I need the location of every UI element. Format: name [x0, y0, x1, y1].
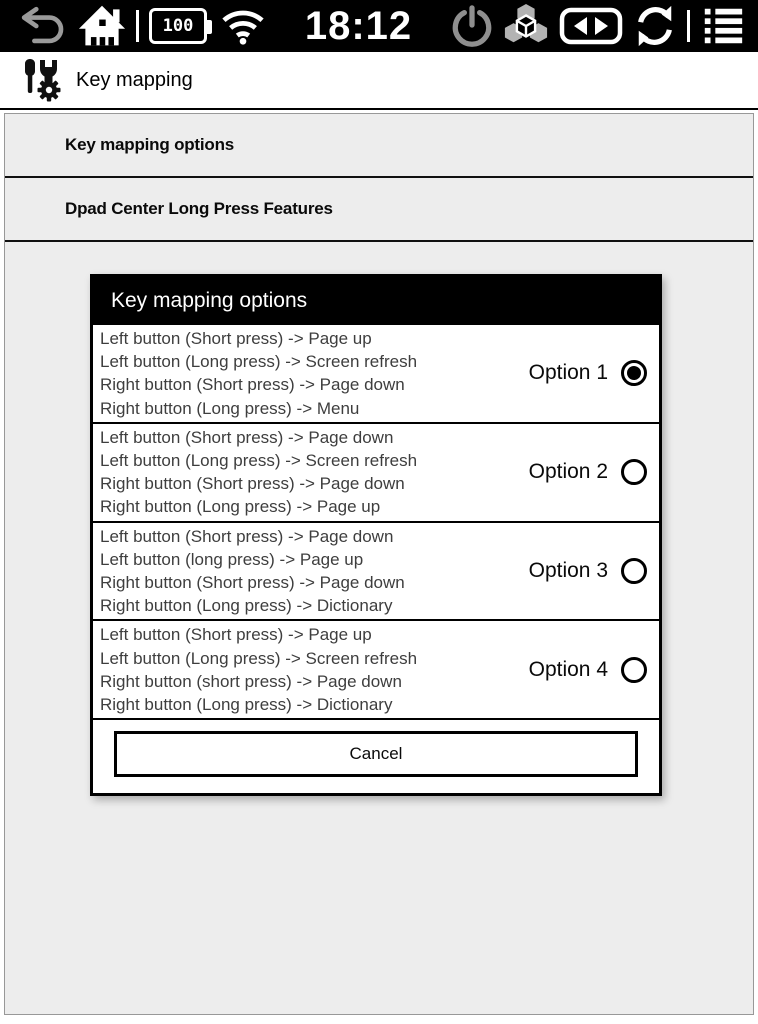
app-header: [0, 52, 758, 110]
mapping-line: Right button (Long press) -> Dictionary: [100, 695, 393, 715]
mapping-line: Right button (Short press) -> Page down: [100, 375, 405, 395]
wifi-icon: [220, 6, 266, 46]
status-bar: [0, 0, 758, 52]
sync-icon[interactable]: [633, 3, 677, 49]
option-row-1[interactable]: [93, 325, 659, 424]
settings-item-label: Key mapping options: [65, 135, 235, 154]
status-divider: [687, 10, 690, 42]
mapping-line: Left button (long press) -> Page up: [100, 549, 364, 569]
settings-item-dpad-center-long-press[interactable]: [5, 178, 753, 242]
power-icon[interactable]: [451, 4, 493, 48]
menu-list-icon[interactable]: [700, 4, 746, 48]
mapping-line: Right button (short press) -> Page down: [100, 671, 402, 691]
mapping-line: Right button (Long press) -> Dictionary: [100, 596, 393, 616]
option-label: Option 1: [528, 361, 608, 385]
mapping-line: Left button (Short press) -> Page up: [100, 329, 372, 348]
content-panel: [4, 113, 754, 1015]
tools-icon: [22, 57, 64, 103]
clock: 18:12: [304, 4, 413, 48]
back-icon[interactable]: [12, 4, 68, 48]
option-label: Option 4: [528, 657, 608, 681]
option-mapping-lines: [100, 426, 529, 519]
dialog-footer: [93, 720, 659, 793]
mapping-line: Right button (Long press) -> Menu: [100, 398, 360, 418]
mapping-line: Left button (Long press) -> Screen refresh: [100, 451, 418, 471]
battery-level: 100: [162, 16, 194, 36]
mapping-line: Left button (Long press) -> Screen refresh: [100, 352, 418, 372]
radio-button-option-4[interactable]: [621, 657, 647, 683]
mapping-line: Right button (Short press) -> Page down: [100, 573, 405, 593]
page-turn-icon[interactable]: [559, 4, 623, 48]
mapping-line: Left button (Long press) -> Screen refresh: [100, 648, 418, 668]
mapping-line: Right button (Short press) -> Page down: [100, 474, 405, 494]
radio-button-option-2[interactable]: [621, 459, 647, 485]
settings-item-label: Dpad Center Long Press Features: [65, 199, 333, 218]
mapping-line: Left button (Short press) -> Page down: [100, 526, 394, 546]
settings-item-key-mapping-options[interactable]: [5, 114, 753, 178]
option-row-2[interactable]: [93, 424, 659, 523]
home-icon[interactable]: [78, 3, 126, 49]
option-label: Option 3: [528, 559, 608, 583]
mapping-line: Right button (Long press) -> Page up: [100, 497, 381, 517]
option-label: Option 2: [528, 460, 608, 484]
status-divider: [136, 10, 139, 42]
key-mapping-dialog: [90, 274, 662, 796]
cancel-button[interactable]: Cancel: [114, 731, 638, 777]
apps-cube-icon[interactable]: [503, 3, 549, 49]
dialog-title: Key mapping options: [93, 277, 659, 325]
mapping-line: Left button (Short press) -> Page up: [100, 625, 372, 645]
radio-button-option-1[interactable]: [621, 360, 647, 386]
radio-button-option-3[interactable]: [621, 558, 647, 584]
page-title: Key mapping: [76, 68, 193, 91]
option-row-4[interactable]: [93, 621, 659, 720]
option-mapping-lines: [100, 623, 529, 716]
option-row-3[interactable]: [93, 523, 659, 622]
mapping-line: Left button (Short press) -> Page down: [100, 427, 394, 447]
battery-icon: [149, 8, 207, 44]
option-mapping-lines: [100, 327, 529, 420]
option-mapping-lines: [100, 525, 529, 618]
